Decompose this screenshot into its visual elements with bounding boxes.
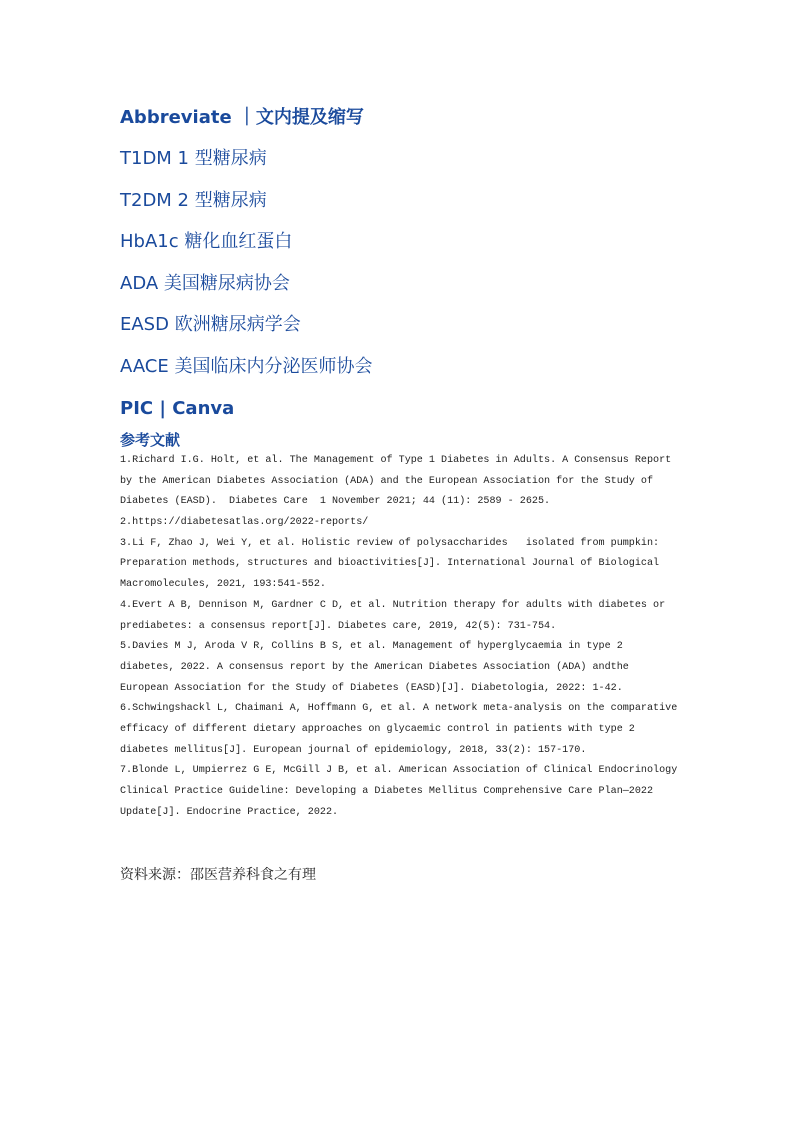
reference-line: Clinical Practice Guideline: Developing a Diabetes Mellitus Comprehensive Care Plan—2022 [120, 786, 654, 797]
reference-line: Update[J]. Endocrine Practice, 2022. [120, 806, 339, 818]
pic-credit: PIC | Canva [120, 398, 235, 419]
abbreviation-item: ADA 美国糖尿病协会 [120, 273, 290, 294]
reference-line: 3.Li F, Zhao J, Wei Y, et al. Holistic review of polysaccharides isolated from pumpkin: [120, 537, 660, 549]
reference-line: diabetes, 2022. A consensus report by the American Diabetes Association (ADA) andthe [120, 661, 629, 673]
abbreviation-heading: Abbreviate ｜文内提及缩写 [120, 107, 364, 128]
abbreviation-item: EASD 欧洲糖尿病学会 [120, 314, 301, 335]
abbreviation-item: AACE 美国临床内分泌医师协会 [120, 356, 373, 377]
source-note: 资料来源：邵医营养科食之有理 [120, 867, 316, 883]
reference-line: European Association for the Study of Diabetes (EASD)[J]. Diabetologia, 2022: 1-42. [120, 682, 623, 694]
abbreviation-item: T2DM 2 型糖尿病 [120, 190, 267, 211]
reference-line: Preparation methods, structures and bioactivities[J]. International Journal of Biological [120, 558, 660, 570]
abbreviation-item: HbA1c 糖化血红蛋白 [120, 231, 293, 252]
reference-line: 4.Evert A B, Dennison M, Gardner C D, et al. Nutrition therapy for adults with diabetes or [120, 599, 666, 611]
reference-line: prediabetes: a consensus report[J]. Diabetes care, 2019, 42(5): 731-754. [120, 620, 557, 632]
reference-line: Macromolecules, 2021, 193:541-552. [120, 579, 326, 591]
reference-line: 2.https://diabetesatlas.org/2022-reports/ [120, 517, 369, 529]
reference-line: 6.Schwingshackl L, Chaimani A, Hoffmann G, et al. A network meta-analysis on the comparative [120, 703, 678, 715]
reference-line: 7.Blonde L, Umpierrez G E, McGill J B, et al. American Association of Clinical Endocrinology [120, 765, 678, 777]
reference-line: efficacy of different dietary approaches on glycaemic control in patients with type 2 [120, 723, 635, 735]
reference-line: Diabetes (EASD). Diabetes Care 1 November 2021; 44 (11): 2589 - 2625. [120, 496, 551, 508]
references-heading: 参考文献 [120, 431, 181, 449]
reference-line: 5.Davies M J, Aroda V R, Collins B S, et al. Management of hyperglycaemia in type 2 [120, 641, 623, 653]
reference-line: by the American Diabetes Association (ADA) and the European Association for the Study of [120, 475, 654, 487]
references-list [120, 451, 677, 823]
abbreviation-item: T1DM 1 型糖尿病 [120, 148, 267, 169]
reference-line: diabetes mellitus[J]. European journal of epidemiology, 2018, 33(2): 157-170. [120, 744, 587, 756]
reference-line: 1.Richard I.G. Holt, et al. The Management of Type 1 Diabetes in Adults. A Consensus Report [120, 455, 672, 466]
